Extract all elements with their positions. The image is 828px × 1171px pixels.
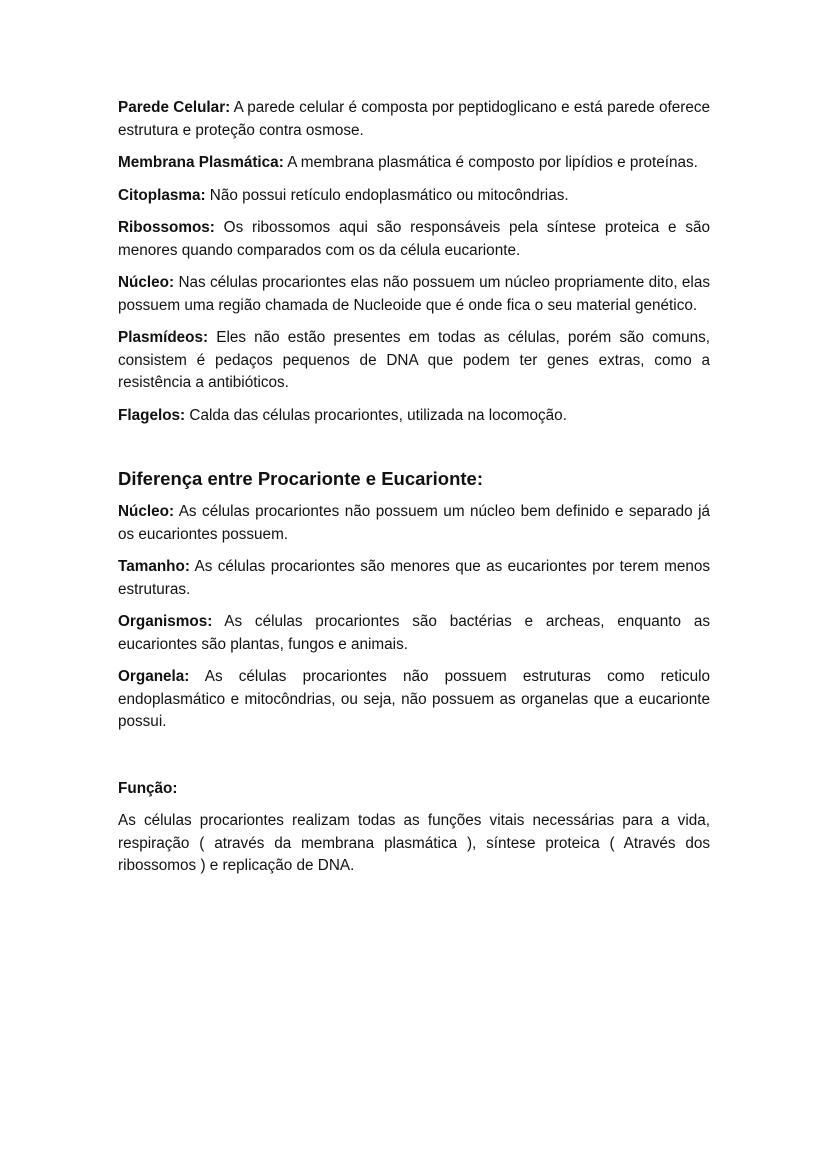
- paragraph-nucleo: [118, 272, 710, 317]
- term: Citoplasma:: [118, 186, 206, 204]
- function-heading: Função:: [118, 779, 178, 797]
- paragraph-flagelos: [118, 405, 710, 428]
- definition: As células procariontes não possuem estruturas como reticulo endoplasmático e mitocôndrias, ou seja, não possuem as organelas que a eucarionte possui.: [118, 668, 710, 730]
- term: Organismos:: [118, 613, 213, 630]
- paragraph-organismos: [118, 611, 710, 656]
- definition: A parede celular é composta por peptidoglicano e está parede oferece estrutura e proteção contra osmose.: [118, 99, 710, 139]
- definition: Eles não estão presentes em todas as células, porém são comuns, consistem é pedaços pequenos de DNA que podem ter genes extras, como a resistência a antibióticos.: [118, 329, 710, 391]
- differences-section: [118, 467, 710, 734]
- definition: Não possui retículo endoplasmático ou mitocôndrias.: [205, 186, 569, 204]
- term: Parede Celular:: [118, 99, 231, 116]
- function-section: [118, 778, 710, 878]
- term: Plasmídeos:: [118, 329, 209, 346]
- paragraph-plasmideos: [118, 327, 710, 395]
- term: Núcleo:: [118, 274, 175, 291]
- paragraph-organela: [118, 666, 710, 734]
- document-page: [118, 97, 710, 888]
- definition: Calda das células procariontes, utilizada na locomoção.: [185, 406, 567, 424]
- paragraph-membrana-plasmatica: [118, 152, 710, 175]
- paragraph-parede-celular: [118, 97, 710, 142]
- function-paragraph: As células procariontes realizam todas as funções vitais necessárias para a vida, respiração ( através da membrana plasmática ), síntese proteica ( Através dos ribossomos ) e replicação de DNA.: [118, 812, 710, 874]
- paragraph-citoplasma: [118, 185, 710, 208]
- structures-section: [118, 97, 710, 427]
- term: Organela:: [118, 668, 190, 685]
- definition: As células procariontes são bactérias e archeas, enquanto as eucariontes são plantas, fungos e animais.: [118, 613, 710, 653]
- term: Flagelos:: [118, 406, 186, 424]
- term: Tamanho:: [118, 558, 190, 575]
- paragraph-nucleo-diff: [118, 501, 710, 546]
- definition: As células procariontes não possuem um núcleo bem definido e separado já os eucariontes possuem.: [118, 503, 710, 543]
- term: Núcleo:: [118, 503, 175, 520]
- definition: Nas células procariontes elas não possuem um núcleo propriamente dito, elas possuem uma região chamada de Nucleoide que é onde fica o seu material genético.: [118, 274, 710, 314]
- section-heading: Diferença entre Procarionte e Eucarionte:: [118, 468, 483, 489]
- term: Ribossomos:: [118, 219, 215, 236]
- definition: Os ribossomos aqui são responsáveis pela síntese proteica e são menores quando comparados com os da célula eucarionte.: [118, 219, 710, 259]
- paragraph-ribossomos: [118, 217, 710, 262]
- definition: A membrana plasmática é composto por lipídios e proteínas.: [283, 154, 698, 171]
- definition: As células procariontes são menores que as eucariontes por terem menos estruturas.: [118, 558, 710, 598]
- paragraph-tamanho: [118, 556, 710, 601]
- term: Membrana Plasmática:: [118, 154, 284, 171]
